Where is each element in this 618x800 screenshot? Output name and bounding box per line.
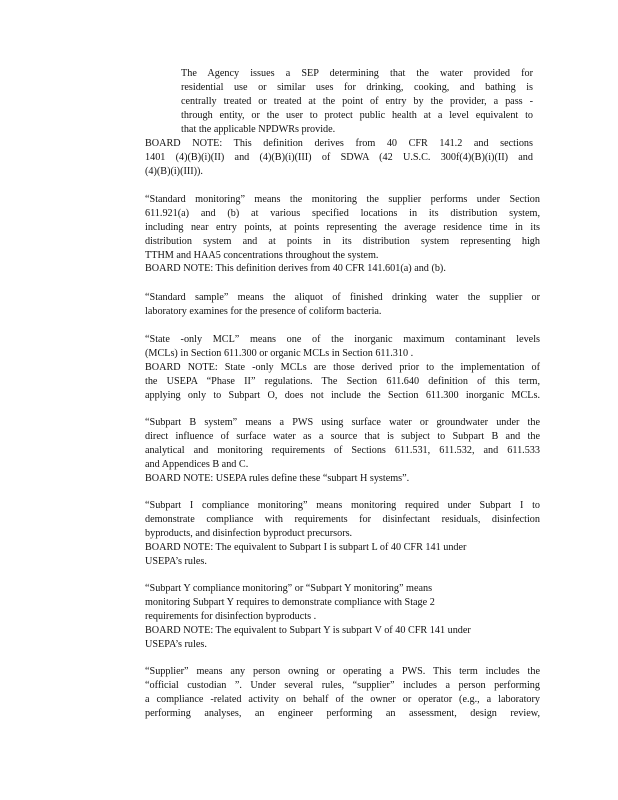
board-note-line: BOARD NOTE: This definition derives from 40 CFR 141.601(a) and (b). xyxy=(145,263,446,275)
text-line: BOARD NOTE: This definition derives from 40 CFR 141.2 and sections xyxy=(145,138,533,149)
text-line: analytical and monitoring requirements of Sections 611.531, 611.532, and 611.533 xyxy=(145,444,540,456)
text-line: “Standard sample” means the aliquot of finished drinking water the supplier or xyxy=(145,292,540,303)
text-line: laboratory examines for the presence of coliform bacteria. xyxy=(145,305,382,317)
definition-subpart-b-system xyxy=(145,416,540,485)
board-note-line: BOARD NOTE: State -only MCLs are those derived prior to the implementation of xyxy=(145,361,540,373)
text-line: the USEPA “Phase II” regulations. The Section 611.640 definition of this term, xyxy=(145,375,540,387)
definition-standard-sample xyxy=(145,291,540,319)
text-line: requirements for disinfection byproducts . xyxy=(145,610,317,622)
text-line: residential use or similar uses for drinking, cooking, and bathing is xyxy=(181,81,533,93)
board-note-line: BOARD NOTE: USEPA rules define these “subpart H systems”. xyxy=(145,472,410,484)
text-line: “State -only MCL” means one of the inorganic maximum contaminant levels xyxy=(145,334,540,345)
board-note-line: BOARD NOTE: The equivalent to Subpart I is subpart L of 40 CFR 141 under xyxy=(145,541,467,553)
definition-standard-monitoring xyxy=(145,193,540,276)
text-line: byproducts, and disinfection byproduct precursors. xyxy=(145,527,353,539)
board-note-line: BOARD NOTE: The equivalent to Subpart Y is subpart V of 40 CFR 141 under xyxy=(145,624,471,636)
text-line: The Agency issues a SEP determining that the water provided for xyxy=(181,68,533,79)
text-line: direct influence of surface water as a source that is subject to Subpart B and the xyxy=(145,430,540,442)
text-line: “Subpart I compliance monitoring” means monitoring required under Subpart I to xyxy=(145,500,540,511)
definition-subpart-y-compliance-monitoring xyxy=(145,582,540,651)
text-line: “official custodian ”. Under several rules, “supplier” includes a person performing xyxy=(145,679,540,691)
text-line: performing analyses, an engineer performing an assessment, design review, xyxy=(145,707,540,719)
text-line: including near entry points, at points representing the average residence time in its xyxy=(145,221,540,233)
text-line: that the applicable NPDWRs provide. xyxy=(181,123,336,135)
text-line: “Supplier” means any person owning or operating a PWS. This term includes the xyxy=(145,666,540,677)
text-line: monitoring Subpart Y requires to demonstrate compliance with Stage 2 xyxy=(145,596,435,608)
text-line: “Subpart B system” means a PWS using surface water or groundwater under the xyxy=(145,417,540,428)
definition-state-only-mcl xyxy=(145,333,540,402)
text-line: applying only to Subpart O, does not include the Section 611.300 inorganic MCLs. xyxy=(145,389,540,401)
sep-board-note xyxy=(145,137,533,179)
sep-definition-continuation xyxy=(181,67,533,136)
text-line: “Standard monitoring” means the monitoring the supplier performs under Section xyxy=(145,194,540,205)
text-line: distribution system and at points in its distribution system representing high xyxy=(145,235,540,247)
text-line: 611.921(a) and (b) at various specified locations in its distribution system, xyxy=(145,207,540,219)
definition-supplier xyxy=(145,665,540,721)
text-line: TTHM and HAA5 concentrations throughout the system. xyxy=(145,249,379,261)
text-line: and Appendices B and C. xyxy=(145,458,249,470)
text-line: 1401 (4)(B)(i)(II) and (4)(B)(i)(III) of SDWA (42 U.S.C. 300f(4)(B)(i)(II) and xyxy=(145,151,533,163)
text-line: centrally treated or treated at the point of entry by the provider, a pass - xyxy=(181,95,533,107)
text-line: USEPA’s rules. xyxy=(145,555,207,567)
text-line: (MCLs) in Section 611.300 or organic MCLs in Section 611.310 . xyxy=(145,347,414,359)
text-line: USEPA’s rules. xyxy=(145,638,207,650)
definition-subpart-i-compliance-monitoring xyxy=(145,499,540,568)
text-line: “Subpart Y compliance monitoring” or “Subpart Y monitoring” means xyxy=(145,583,433,594)
text-line: (4)(B)(i)(III)). xyxy=(145,165,203,177)
text-line: through entity, or the user to protect public health at a level equivalent to xyxy=(181,109,533,121)
text-line: a compliance -related activity on behalf of the owner or operator (e.g., a laboratory xyxy=(145,693,540,705)
text-line: demonstrate compliance with requirements for disinfectant residuals, disinfection xyxy=(145,513,540,525)
